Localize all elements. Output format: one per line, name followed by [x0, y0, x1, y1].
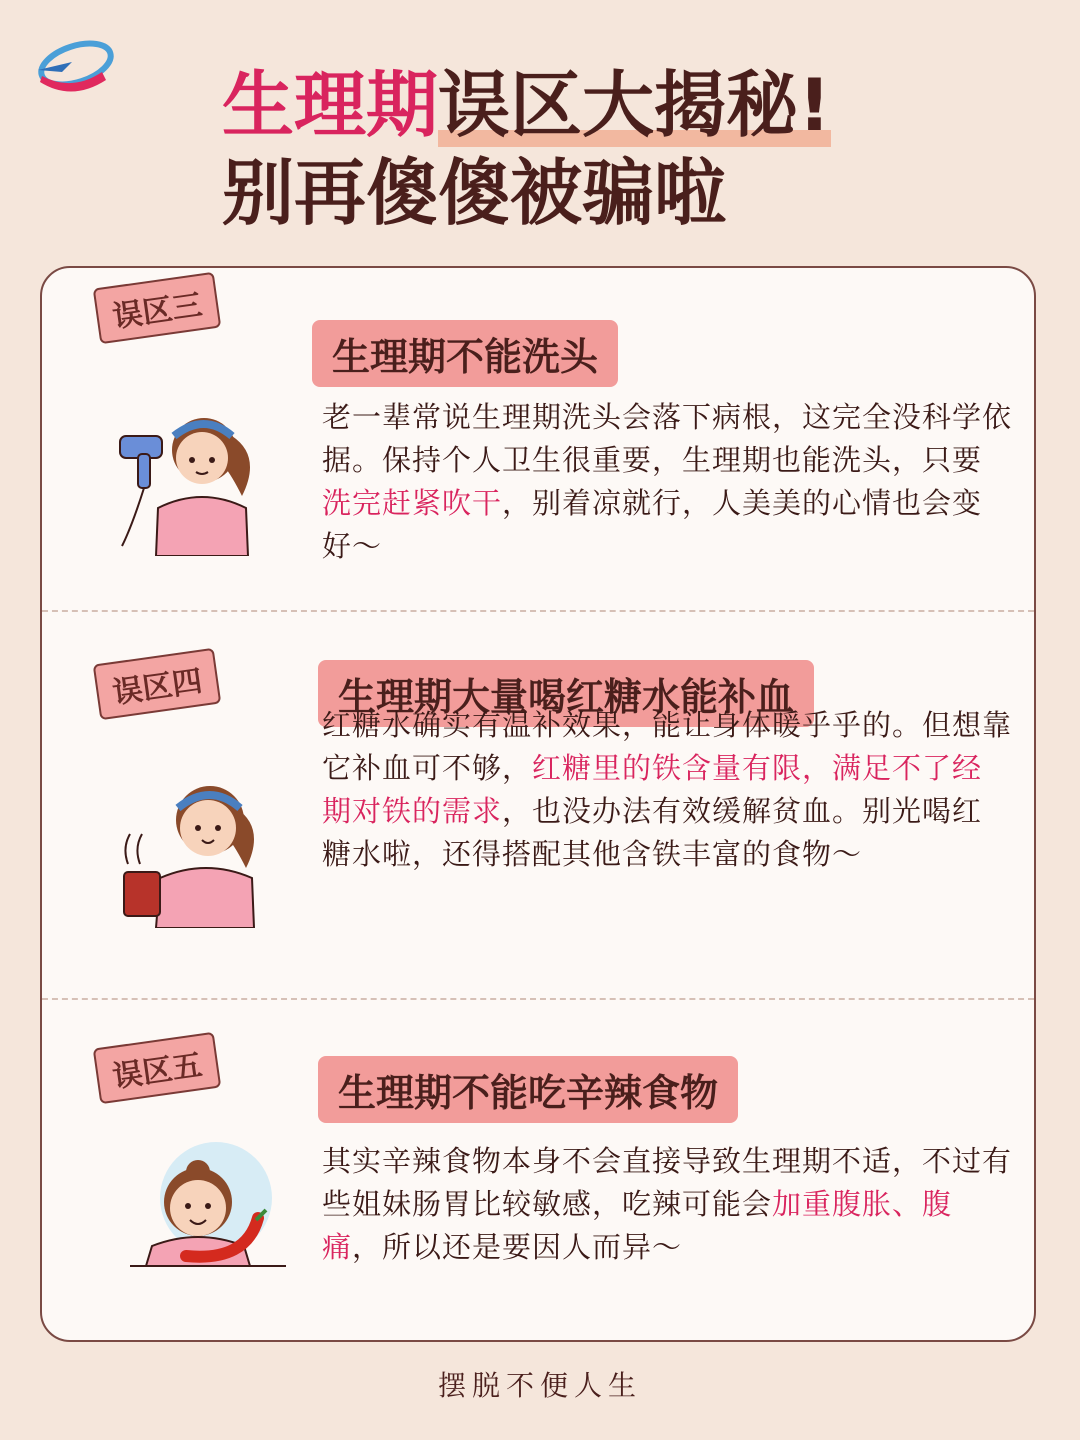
explanation-highlight: 加重腹胀、腹痛	[322, 1187, 953, 1264]
myths-card	[40, 266, 1036, 1342]
explanation-text-end: ，所以还是要因人而异～	[352, 1230, 683, 1264]
myth-explanation	[322, 1140, 1012, 1269]
title-rest: 误区大揭秘!	[438, 63, 831, 147]
explanation-text: 红糖水确实有温补效果，能让身体暖乎乎的。但想靠它补血可不够，	[322, 708, 1013, 785]
myth-tag: 误区四	[93, 648, 222, 720]
brand-logo-icon	[32, 32, 116, 102]
myth-tag: 误区三	[93, 272, 222, 344]
myth-tag: 误区五	[93, 1032, 222, 1104]
myth-section-5	[42, 1000, 1034, 1340]
explanation-text: 其实辛辣食物本身不会直接导致生理期不适，不过有些姐妹肠胃比较敏感，吃辣可能会	[322, 1144, 1013, 1221]
footer-slogan: 摆脱不便人生	[437, 1369, 642, 1402]
myth-section-3	[42, 268, 1034, 610]
myth-explanation	[322, 396, 1012, 568]
explanation-text: 老一辈常说生理期洗头会落下病根，这完全没科学依据。保持个人卫生很重要，生理期也能洗头，只要	[322, 400, 1013, 477]
explanation-highlight: 洗完赶紧吹干	[322, 486, 503, 520]
explanation-highlight: 红糖里的铁含量有限，满足不了经期对铁的需求	[322, 751, 983, 828]
explanation-text-end: ，也没办法有效缓解贫血。别光喝红糖水啦，还得搭配其他含铁丰富的食物～	[322, 794, 983, 871]
myth-title: 生理期大量喝红糖水能补血	[318, 660, 814, 727]
girl-chili-icon	[126, 1138, 286, 1268]
girl-hairdryer-icon	[112, 396, 272, 556]
myth-title: 生理期不能吃辛辣食物	[318, 1056, 738, 1123]
title-subline: 别再傻傻被骗啦	[222, 151, 727, 235]
title-keyword: 生理期	[222, 63, 439, 147]
page-title	[222, 62, 831, 236]
myth-title: 生理期不能洗头	[312, 320, 618, 387]
myth-section-4	[42, 612, 1034, 998]
explanation-text-end: ，别着凉就行，人美美的心情也会变好～	[322, 486, 983, 563]
girl-hot-drink-icon	[106, 768, 266, 928]
myth-explanation	[322, 704, 1012, 876]
